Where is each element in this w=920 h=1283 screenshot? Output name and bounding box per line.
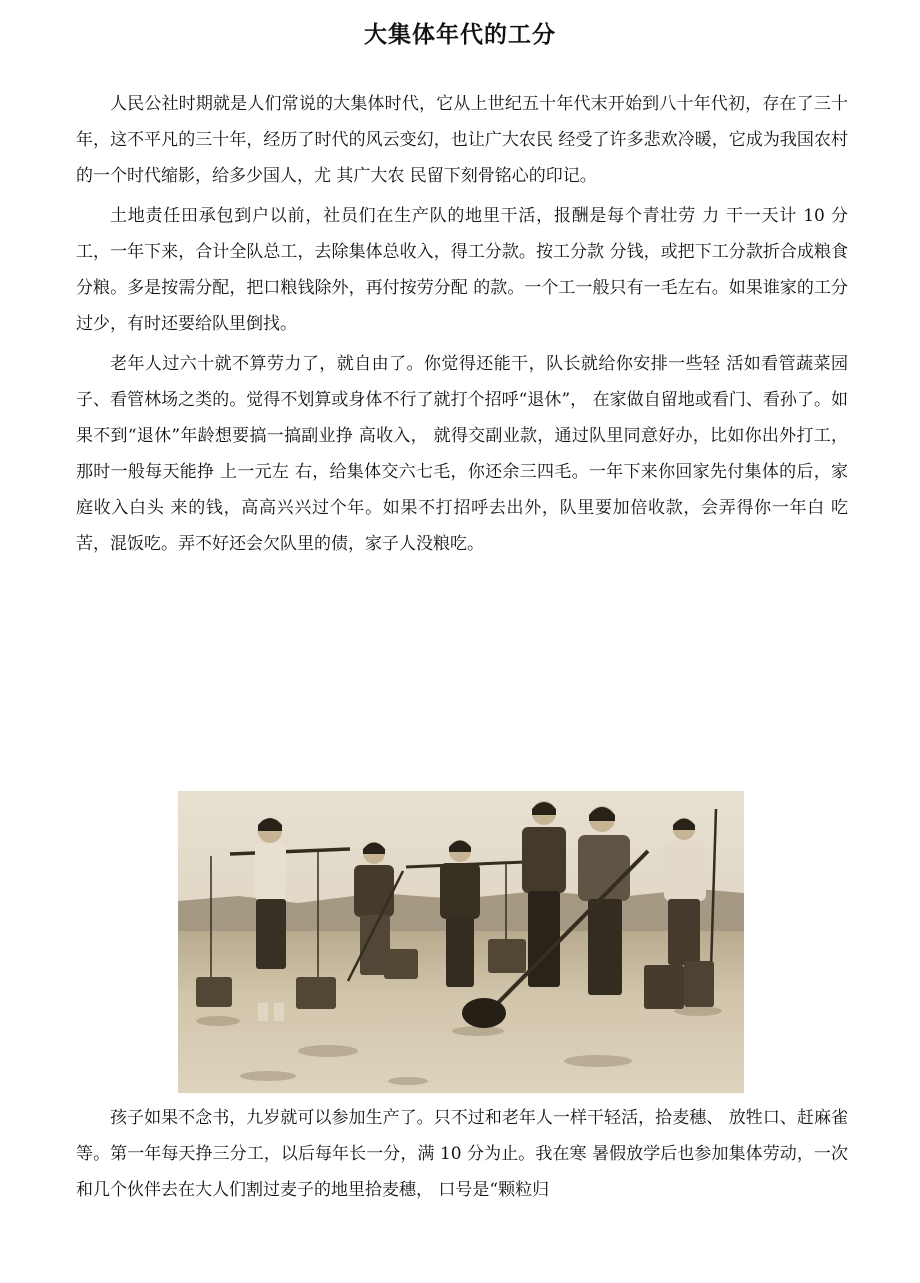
paragraph-4: 孩子如果不念书，九岁就可以参加生产了。只不过和老年人一样干轻活，拾麦穗、 放牲口、赶麻雀等。第一年每天挣三分工，以后每年长一分，满 10 分为止。我在寒 暑假放学后也参加集体劳动，一次和几个伙伴去在大人们割过麦子的地里拾麦穗， 口号是“颗粒归 [76,1108,848,1200]
document-title: 大集体年代的工分 [364,22,556,48]
commune-workers-photo [178,791,744,1093]
paragraph-3: 老年人过六十就不算劳力了，就自由了。你觉得还能干，队长就给你安排一些轻 活如看管蔬菜园子、看管林场之类的。觉得不划算或身体不行了就打个招呼“退休”， 在家做自留地或看门、看孙了。如果不到“退休”年龄想要搞一搞副业挣 高收入， 就得交副业款，通过队里同意好办，比如你出外打工，那时一般每天能挣 上一元左 右，给集体交六七毛，你还余三四毛。一年下来你回家先付集体的后，家庭收入白头 来的钱，高高兴兴过个年。如果不打招呼去出外，队里要加倍收款，会弄得你一年白 吃苦，混饭吃。弄不好还会欠队里的债，家子人没粮吃。 [76,354,848,554]
body-text-upper [76,86,848,566]
paragraph-1: 人民公社时期就是人们常说的大集体时代，它从上世纪五十年代末开始到八十年代初，存在了三十年，这不平凡的三十年，经历了时代的风云变幻，也让广大农民 经受了许多悲欢冷暖，它成为我国农村的一个时代缩影，给多少国人，尤 其广大农 民留下刻骨铭心的印记。 [76,94,848,186]
paragraph-2: 土地责任田承包到户以前，社员们在生产队的地里干活，报酬是每个青壮劳 力 干一天计 10 分工，一年下来，合计全队总工，去除集体总收入，得工分款。按工分款 分钱，或把下工分款折合成粮食分粮。多是按需分配，把口粮钱除外，再付按劳分配 的款。一个工一般只有一毛左右。如果谁家的工分过少，有时还要给队里倒找。 [76,206,848,334]
historical-photo [178,791,744,1093]
body-text-lower [76,1100,848,1212]
